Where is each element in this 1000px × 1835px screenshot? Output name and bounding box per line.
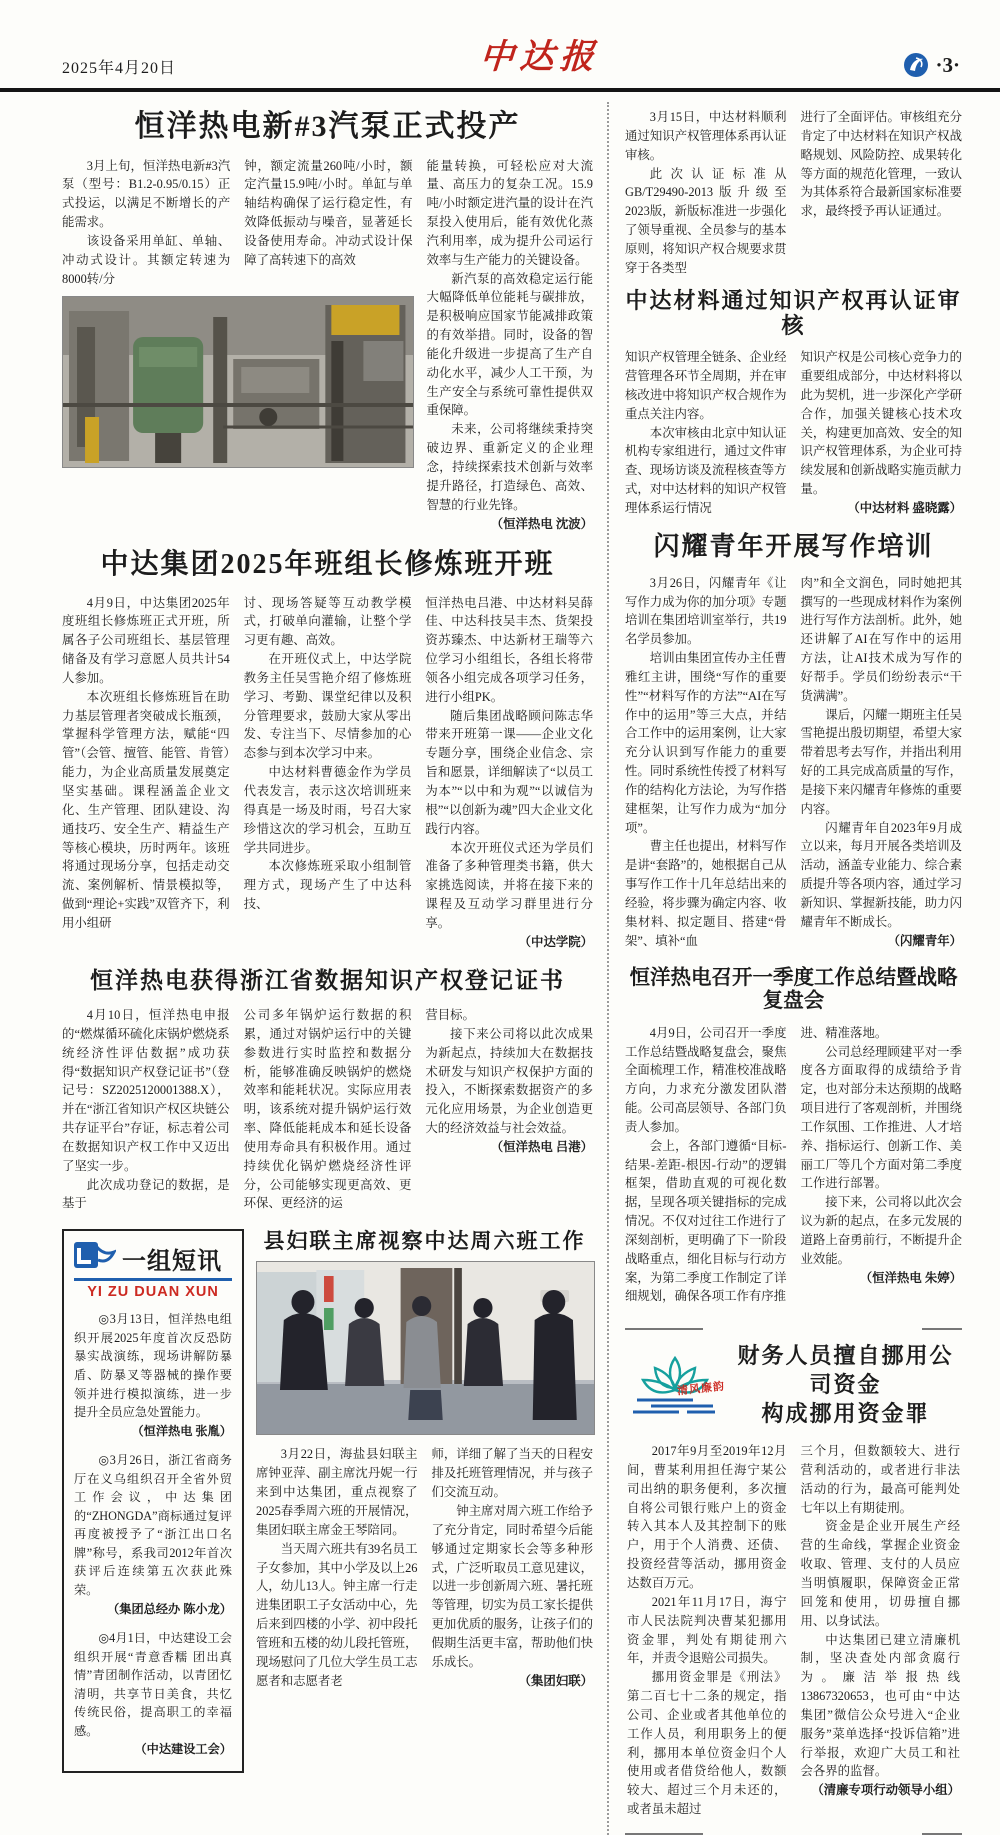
article-dataip-col3 <box>425 1006 593 1213</box>
article-embezzle-col1 <box>627 1442 787 1819</box>
article-writing <box>625 532 962 951</box>
article-cert-botcol2 <box>801 348 963 518</box>
paragraph: （恒洋热电 沈波） <box>490 516 593 531</box>
paragraph: （集团总经办 陈小龙） <box>107 1601 232 1616</box>
article-fulian-title: 县妇联主席视察中达周六班工作 <box>263 1229 586 1254</box>
article-cert-title: 中达材料通过知识产权再认证审核 <box>625 287 962 338</box>
paragraph: 接下来公司将以此次成果为新起点，持续加大在数据技术研发与知识产权保护方面的投入，不断探索数据资产的多元化应用场景，为企业创造更大的经济效益与社会效益。 <box>425 1026 594 1136</box>
article-pump-col1 <box>62 157 230 289</box>
article-dataip-col1 <box>62 1006 230 1213</box>
paragraph: 能量转换，可轻松应对大流量、高压力的复杂工况。15.9吨/小时额定进汽量的设计在汽泵投入使用后，能有效优化蒸汽利用率，成为提升公司运行效率与生产能力的关键设备。 <box>426 158 593 267</box>
seal-text: 清风廉韵 <box>676 1380 726 1398</box>
paragraph: 4月9日，公司召开一季度工作总结暨战略复盘会，聚焦全面梳理工作，精准校准战略方向，力求充分激发团队潜能。公司高层领导、各部门负责人参加。 <box>625 1025 787 1134</box>
paragraph: 进、精准落地。 <box>800 1025 888 1040</box>
article-class-col1 <box>62 594 230 952</box>
page-body <box>0 92 1000 1835</box>
article-embezzle-title-line1: 财务人员擅自挪用公司资金 <box>737 1343 954 1397</box>
paragraph: （恒洋热电 朱婷） <box>859 1270 962 1285</box>
page-header <box>0 0 1000 84</box>
paragraph: 钟主席对周六班工作给予了充分肯定，同时希望今后能够通过定期家长会等多种形式，广泛听取员工意见建议，以进一步创新周六班、暑托班等管理，切实为员工家长提供更加优质的服务，让孩子们的假期生活更丰富，帮助他们快乐成长。 <box>431 1503 593 1669</box>
paragraph: 课后，闪耀一期班主任吴雪艳提出殷切期望，希望大家带着思考去写作，并指出利用好的工具完成高质量的写作，是接下来闪耀青年修炼的重要内容。 <box>800 707 962 816</box>
paragraph: 3月26日，闪耀青年《让写作力成为你的加分项》专题培训在集团培训室举行，共19名学员参加。 <box>625 575 787 647</box>
short-news-header <box>74 1241 232 1281</box>
article-review-col1 <box>625 1024 787 1307</box>
article-cert-botcol1 <box>625 348 787 518</box>
article-writing-col1 <box>625 574 787 951</box>
group-visit-photo <box>256 1261 595 1435</box>
paragraph: （恒洋热电 张胤） <box>131 1423 232 1438</box>
paragraph: 营目标。 <box>425 1008 475 1023</box>
paragraph: 公司多年锅炉运行数据的积累，通过对锅炉运行中的关键参数进行实时监控和数据分析，能够准确反映锅炉的燃烧效率和能耗状况。实际应用表明，该系统对提升锅炉运行效率、降低能耗成本和延长设备使用寿命具有积极作用。通过持续优化锅炉燃烧经济性评分，公司能够实现更高效、更环保、更经济的运 <box>243 1008 412 1211</box>
paragraph: 新汽泵的高效稳定运行能大幅降低单位能耗与碳排放，是积极响应国家节能减排政策的有效举措。同时，设备的智能化升级进一步提高了生产自动化水平，减少人工干预，为生产安全与系统可靠性提供双重保障。 <box>426 271 593 418</box>
article-cert <box>625 108 962 518</box>
paragraph: 会上，各部门遵循“目标-结果-差距-根因-行动”的逻辑框架，借助直观的可视化数据，呈现各项关键指标的完成情况。不仅对过往工作进行了深刻剖析，更明确了下一阶段战略重点，细化目标与行动方案，为第二季度工作制定了详细规划，确保各项工作有序推 <box>625 1138 787 1304</box>
paper-logo-icon <box>903 52 929 78</box>
article-pump-left <box>62 157 412 534</box>
right-column-region <box>607 102 962 1835</box>
paragraph: 师，详细了解了当天的日程安排及托班管理情况，并与孩子们交流互动。 <box>431 1447 593 1500</box>
paragraph: ◎3月13日，恒洋热电组织开展2025年度首次反恐防暴实战演练，现场讲解防暴盾、防暴叉等器械的操作要领并进行模拟演练，进一步提升全员应急处置能力。 <box>74 1312 232 1420</box>
article-class-col3 <box>425 594 593 952</box>
paragraph: 4月10日，恒洋热电申报的“燃煤循环硫化床锅炉燃烧系统经济性评估数据”成功获得“数据知识产权登记证书”（登记号：SZ2025120001388.X），并在“浙江省知识产权区块链公共存证平台”存证，标志着公司在数据知识产权工作中又迈出了坚实一步。 <box>62 1008 230 1173</box>
paragraph: 该设备采用单缸、单轴、冲动式设计。其额定转速为8000转/分 <box>62 233 231 286</box>
paragraph: 随后集团战略顾问陈志华带来开班第一课——企业文化专题分享，围绕企业信念、宗旨和愿景，详细解读了“以员工为本”“以中和为观”“以诚信为根”“以创新为魂”四大企业文化践行内容。 <box>425 708 594 836</box>
article-embezzle-titles <box>731 1342 960 1428</box>
paragraph: （中达建设工会） <box>134 1742 232 1757</box>
article-class-title: 中达集团2025年班组长修炼班开班 <box>100 549 555 581</box>
paragraph: 进行了全面评估。审核组充分肯定了中达材料在知识产权战略规划、风险防控、成果转化等方面的规范化管理，一致认为其体系符合最新国家标准要求，最终授予再认证通过。 <box>800 110 962 219</box>
paragraph: 2021年11月17日，海宁市人民法院判决曹某犯挪用资金罪，判处有期徒刑六年，并责令退赔公司损失。 <box>627 1594 787 1666</box>
paragraph: 当天周六班共有39名员工子女参加，其中小学及以上26人，幼儿13人。钟主席一行走进集团职工子女活动中心，先后来到四楼的小学、初中段托管班和五楼的幼儿段托管班，现场慰问了几位大学生员工志愿者和志愿者老 <box>256 1541 418 1688</box>
corner-mark-top-left <box>625 1328 703 1330</box>
left-bottom-row <box>62 1229 593 1773</box>
short-news-title: 一组短讯 <box>122 1249 222 1276</box>
article-embezzle-header <box>627 1342 960 1428</box>
paragraph: 3月15日，中达材料顺利通过知识产权管理体系再认证审核。 <box>625 110 787 162</box>
article-cert-topcol2 <box>801 108 963 278</box>
paragraph: 中达材料曹德金作为学员代表发言，表示这次培训班来得真是一场及时雨，号召大家珍惜这次的学习机会，互助互学共同进步。 <box>243 765 412 855</box>
paragraph: 在开班仪式上，中达学院教务主任吴雪艳介绍了修炼班学习、考勤、课堂纪律以及积分管理要求，鼓励大家从零出发、专注当下、尽情参加的心态参与到本次学习中来。 <box>243 652 412 761</box>
short-news-pinyin: YI ZU DUAN XUN <box>87 1284 219 1301</box>
paragraph: 肉”和全文润色，同时她把其撰写的一些现成材料作为案例进行写作方法剖析。此外，她还讲解了AI在写作中的运用方法，让AI技术成为写作的好帮手。学员们纷纷表示“干货满满”。 <box>800 575 962 703</box>
machinery-photo <box>62 296 414 468</box>
paragraph: 讨、现场答疑等互动教学模式，打破单向灌输，让整个学习更有趣、高效。 <box>243 595 412 648</box>
article-review-title: 恒洋热电召开一季度工作总结暨战略复盘会 <box>629 966 958 1013</box>
page-number-block <box>903 52 960 78</box>
short-news-logo-icon <box>74 1242 116 1276</box>
article-dataip-title: 恒洋热电获得浙江省数据知识产权登记证书 <box>90 967 565 993</box>
paragraph: 挪用资金罪是《刑法》第二百七十二条的规定，指公司、企业或者其他单位的工作人员，利用职务上的便利，挪用本单位资金归个人使用或者借贷给他人，数额较大、超过三个月未还的，或者虽未超过 <box>627 1670 787 1817</box>
paragraph: （闪耀青年） <box>887 933 962 948</box>
paragraph: （中达材料 盛晓露） <box>847 500 962 515</box>
paragraph: 知识产权是公司核心竞争力的重要组成部分，中达材料将以此为契机，进一步深化产学研合作，加强关键核心技术攻关，构建更加高效、安全的知识产权管理体系，为企业可持续发展和创新战略实施贡献力量。 <box>800 350 962 497</box>
paragraph: 公司总经理顾建平对一季度各方面取得的成绩给予肯定，也对部分未达预期的战略项目进行了客观剖析，并围绕工作氛围、工作推进、人才培养、指标运行、创新工作、美丽工厂等几个方面对第二季度工作进行部署。 <box>800 1044 962 1191</box>
masthead-title: 中达报 <box>478 39 601 76</box>
paragraph: 曹主任也提出，材料写作是讲“套路”的，她根据自己从事写作工作十几年总结出来的经验，将步骤为确定内容、收集材料、拟定题目、搭建“骨架”、填补“血 <box>625 839 787 948</box>
paragraph: ◎4月1日，中达建设工会组织开展“青意香糯 团出真情”青团制作活动，以青团忆清明，共享节日美食，共忆传统民俗，提高职工的幸福感。 <box>74 1631 232 1738</box>
paragraph: ◎3月26日，浙江省商务厅在义乌组织召开全省外贸工作会议，中达集团的“ZHONGDA”商标通过复评再度被授予了“浙江出口名牌”称号，系我司2012年首次获评后连续第五次获此殊荣。 <box>74 1453 232 1597</box>
paragraph: 本次开班仪式还为学员们准备了多种管理类书籍，供大家挑选阅读，并将在接下来的课程及互动学习群里进行分享。 <box>425 840 594 930</box>
article-writing-col2 <box>801 574 963 951</box>
article-embezzle <box>625 1328 962 1835</box>
article-pump-col2 <box>244 157 412 289</box>
paragraph: （恒洋热电 吕港） <box>490 1139 594 1154</box>
paragraph: 钟，额定流量260吨/小时，额定汽量15.9吨/小时。单缸与单轴结构确保了运行稳定性，有效降低振动与噪音，显著延长设备使用寿命。冲动式设计保障了高转速下的高效 <box>244 158 413 267</box>
article-review-col2 <box>801 1024 963 1307</box>
paragraph: 3月22日，海盐县妇联主席钟亚萍、副主席沈丹妮一行来到中达集团，重点视察了2025春季周六班的开展情况，集团妇联主席金王琴陪同。 <box>256 1447 418 1537</box>
article-fulian-col1 <box>256 1445 418 1690</box>
article-review <box>625 967 962 1307</box>
article-pump-title: 恒洋热电新#3汽泵正式投产 <box>134 110 521 143</box>
paragraph: 恒洋热电吕港、中达材料吴薛佳、中达科技吴丰杰、货架投资苏臻杰、中达新材王瑞等六位学习小组组长，各组长将带领各小组完成各项学习任务，进行小组PK。 <box>425 595 594 704</box>
paragraph: 中达集团已建立清廉机制，坚决查处内部贪腐行为。廉洁举报热线13867320653，也可由“中达集团”微信公众号进入“企业服务”菜单选择“投诉信箱”进行举报，欢迎广大员工和社会各界的监督。 <box>800 1632 960 1779</box>
short-news-box <box>62 1229 244 1773</box>
article-embezzle-col2 <box>801 1442 961 1819</box>
paragraph: （中达学院） <box>518 934 594 949</box>
short-news-items <box>74 1310 232 1759</box>
page-number: ·3· <box>935 52 960 77</box>
left-column-region <box>62 102 607 1835</box>
paragraph: （集团妇联） <box>518 1673 593 1688</box>
issue-date: 2025年4月20日 <box>62 60 177 77</box>
article-pump <box>62 110 593 533</box>
paragraph: 本次修炼班采取小组制管理方式，现场产生了中达科技、 <box>243 859 412 912</box>
paragraph: 未来，公司将继续秉持突破边界、重新定义的企业理念，持续探索技术创新与效率提升路径，打造绿色、高效、智慧的行业先锋。 <box>426 422 593 512</box>
paragraph: 本次班组长修炼班旨在助力基层管理者突破成长瓶颈，掌握科学管理方法，赋能“四管”（会管、擅管、能管、肯管）能力，为企业高质量发展奠定坚实基础。课程涵盖企业文化、生产管理、团队建设、沟通技巧、安全生产、精益生产等核心模块，历时两年。该班将通过现场分享，包括走动交流、案例解析、情景模拟等，做到“理论+实践”双管齐下，利用小组研 <box>62 689 230 930</box>
article-fulian <box>256 1229 593 1773</box>
paragraph: 闪耀青年自2023年9月成立以来，每月开展各类培训及活动，涵盖专业能力、综合素质提升等各项内容，通过学习新知识、掌握新技能，助力闪耀青年不断成长。 <box>800 820 962 929</box>
article-cert-topcol1 <box>625 108 787 278</box>
article-dataip <box>62 968 593 1214</box>
paragraph: 接下来，公司将以此次会议为新的起点，在多元发展的道路上奋勇前行，不断提升企业效能。 <box>800 1195 962 1266</box>
article-writing-title: 闪耀青年开展写作培训 <box>653 531 934 561</box>
corner-mark-top-right <box>922 1328 962 1330</box>
paragraph: 知识产权管理全链条、企业经营管理各环节全周期，并在审核改进中将知识产权合规作为重点关注内容。 <box>625 350 787 421</box>
article-dataip-col2 <box>244 1006 412 1213</box>
paragraph: 培训由集团宣传办主任曹雅红主讲，围绕“写作的重要性”“材料写作的方法”“AI在写作中的运用”等三大点，并结合工作中的运用案例，让大家充分认识到写作能力的重要性。同时系统性传授了材料写作的结构化方法论，为写作搭建框架，让写作力成为“加分项”。 <box>625 651 787 835</box>
article-embezzle-title-line2: 构成挪用资金罪 <box>761 1400 930 1426</box>
paragraph: 资金是企业开展生产经营的生命线，掌握企业资金收取、管理、支付的人员应当明慎履职，保障资金正常回笼和使用，切毋擅自挪用、以身试法。 <box>800 1519 960 1628</box>
article-class <box>62 549 593 951</box>
article-fulian-col2 <box>432 1445 594 1690</box>
article-pump-col3 <box>426 157 593 534</box>
lotus-icon <box>627 1348 726 1422</box>
paragraph: 4月9日，中达集团2025年度班组长修炼班正式开班，所属各子公司班组长、基层管理储备及有学习意愿人员共计54人参加。 <box>62 595 230 685</box>
paragraph: 2017年9月至2019年12月间，曹某利用担任海宁某公司出纳的职务便利，多次擅自将公司银行账户上的资金转入其本人及其控制下的账户，用于个人消费、还债、投资经营等活动，挪用资金达数百万元。 <box>627 1444 787 1591</box>
paragraph: 此次认证标准从GB/T29490-2013版升级至2023版，新版标准进一步强化了领导重视、全员参与的基本原则，将知识产权合规要求贯穿于各类型 <box>625 166 787 275</box>
paragraph: 此次成功登记的数据，是基于 <box>62 1177 230 1211</box>
paragraph: 三个月，但数额较大、进行营利活动的，或者进行非法活动的行为，最高可能判处七年以上有期徒刑。 <box>800 1444 960 1515</box>
paragraph: 本次审核由北京中知认证机构专家组进行，通过文件审查、现场访谈及流程核查等方式，对中达材料的知识产权管理体系运行情况 <box>625 425 787 515</box>
paragraph: （清廉专项行动领导小组） <box>811 1783 960 1798</box>
article-class-col2 <box>244 594 412 952</box>
paragraph: 3月上旬，恒洋热电新#3汽泵（型号：B1.2-0.95/0.15）正式投运，以满足不断增长的产能需求。 <box>62 158 231 230</box>
